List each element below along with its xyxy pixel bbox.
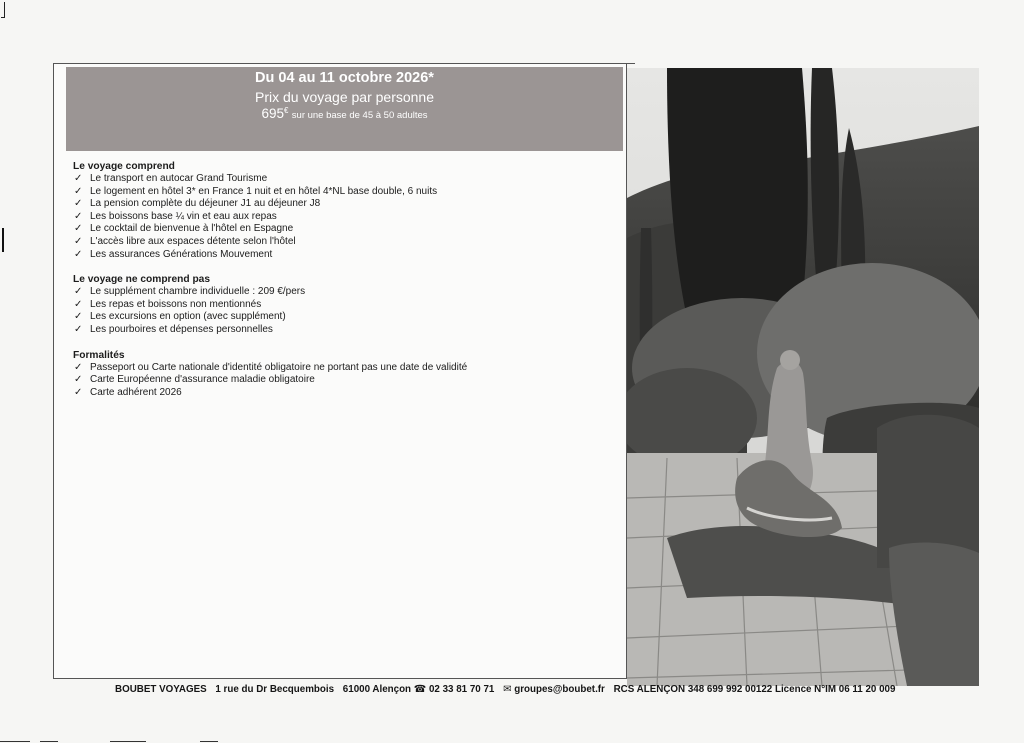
list-item (73, 362, 613, 375)
price-value: 695 (261, 106, 284, 121)
agency-footer (115, 684, 935, 695)
item-text: Les excursions en option (avec supplément) (90, 311, 286, 323)
item-text: Carte Européenne d'assurance maladie obligatoire (90, 374, 315, 386)
list-item (73, 311, 613, 324)
check-icon: ✓ (74, 286, 83, 298)
price-line (66, 106, 623, 121)
phone-icon: ☎ (413, 684, 427, 695)
check-icon: ✓ (74, 210, 83, 222)
not-included-list (73, 286, 613, 336)
list-item (73, 299, 613, 312)
item-text: Les boissons base ¼ vin et eau aux repas (90, 210, 277, 222)
list-item (73, 198, 613, 211)
item-text: La pension complète du déjeuner J1 au déjeuner J8 (90, 198, 321, 210)
company-name: BOUBET VOYAGES (115, 684, 207, 695)
street-address: 1 rue du Dr Becquembois (215, 684, 335, 695)
check-icon: ✓ (74, 198, 83, 210)
item-text: Les pourboires et dépenses personnelles (90, 323, 273, 335)
frame-line (625, 63, 635, 64)
check-icon: ✓ (74, 223, 83, 235)
section-title: Formalités (73, 349, 125, 361)
photo-illustration (627, 68, 979, 686)
check-icon: ✓ (74, 374, 83, 386)
list-item (73, 374, 613, 387)
legal-info: RCS ALENÇON 348 699 992 00122 Licence N°IM 06 11 20 009 (613, 684, 896, 695)
scan-mark (2, 228, 4, 252)
check-icon: ✓ (74, 248, 83, 260)
garden-statue-photo (627, 68, 979, 686)
trip-dates: Du 04 au 11 octobre 2026* (255, 70, 434, 86)
list-item (73, 324, 613, 337)
item-text: Le transport en autocar Grand Tourisme (90, 173, 268, 184)
email-address[interactable]: groupes@boubet.fr (514, 684, 605, 695)
city: 61000 Alençon (342, 684, 412, 695)
item-text: Carte adhérent 2026 (90, 386, 182, 398)
list-item (73, 186, 613, 199)
included-list (73, 173, 613, 261)
price-note: sur une base de 45 à 50 adultes (291, 110, 428, 121)
item-text: Le logement en hôtel 3* en France 1 nuit et en hôtel 4*NL base double, 6 nuits (90, 185, 438, 197)
list-item (73, 236, 613, 249)
section-title: Le voyage comprend (73, 161, 175, 172)
check-icon: ✓ (74, 173, 83, 184)
item-text: Les assurances Générations Mouvement (90, 248, 273, 260)
section-title: Le voyage ne comprend pas (73, 274, 211, 286)
check-icon: ✓ (74, 235, 83, 247)
check-icon: ✓ (74, 323, 83, 335)
item-text: Les repas et boissons non mentionnés (90, 298, 262, 310)
item-text: Le cocktail de bienvenue à l'hôtel en Espagne (90, 223, 294, 235)
envelope-icon: ✉ (503, 684, 512, 695)
item-text: Passeport ou Carte nationale d'identité obligatoire ne portant pas une date de validité (90, 361, 468, 373)
check-icon: ✓ (74, 386, 83, 398)
check-icon: ✓ (74, 311, 83, 323)
price-banner (66, 67, 623, 151)
section-formalities (73, 349, 613, 400)
phone-number[interactable]: 02 33 81 70 71 (428, 684, 495, 695)
price-currency: € (283, 106, 289, 115)
scan-mark (4, 2, 7, 20)
item-text: L'accès libre aux espaces détente selon l'hôtel (90, 235, 296, 247)
check-icon: ✓ (74, 361, 83, 373)
section-included (73, 160, 613, 261)
scan-edge (0, 739, 1024, 743)
check-icon: ✓ (74, 298, 83, 310)
list-item (73, 211, 613, 224)
list-item (73, 173, 613, 186)
section-not-included (73, 273, 613, 336)
list-item (73, 286, 613, 299)
price-subtitle: Prix du voyage par personne (255, 89, 434, 105)
list-item (73, 249, 613, 262)
check-icon: ✓ (74, 185, 83, 197)
formalities-list (73, 362, 613, 400)
item-text: Le supplément chambre individuelle : 209 €/pers (90, 286, 306, 298)
list-item (73, 223, 613, 236)
list-item (73, 387, 613, 400)
trip-details (73, 160, 613, 411)
